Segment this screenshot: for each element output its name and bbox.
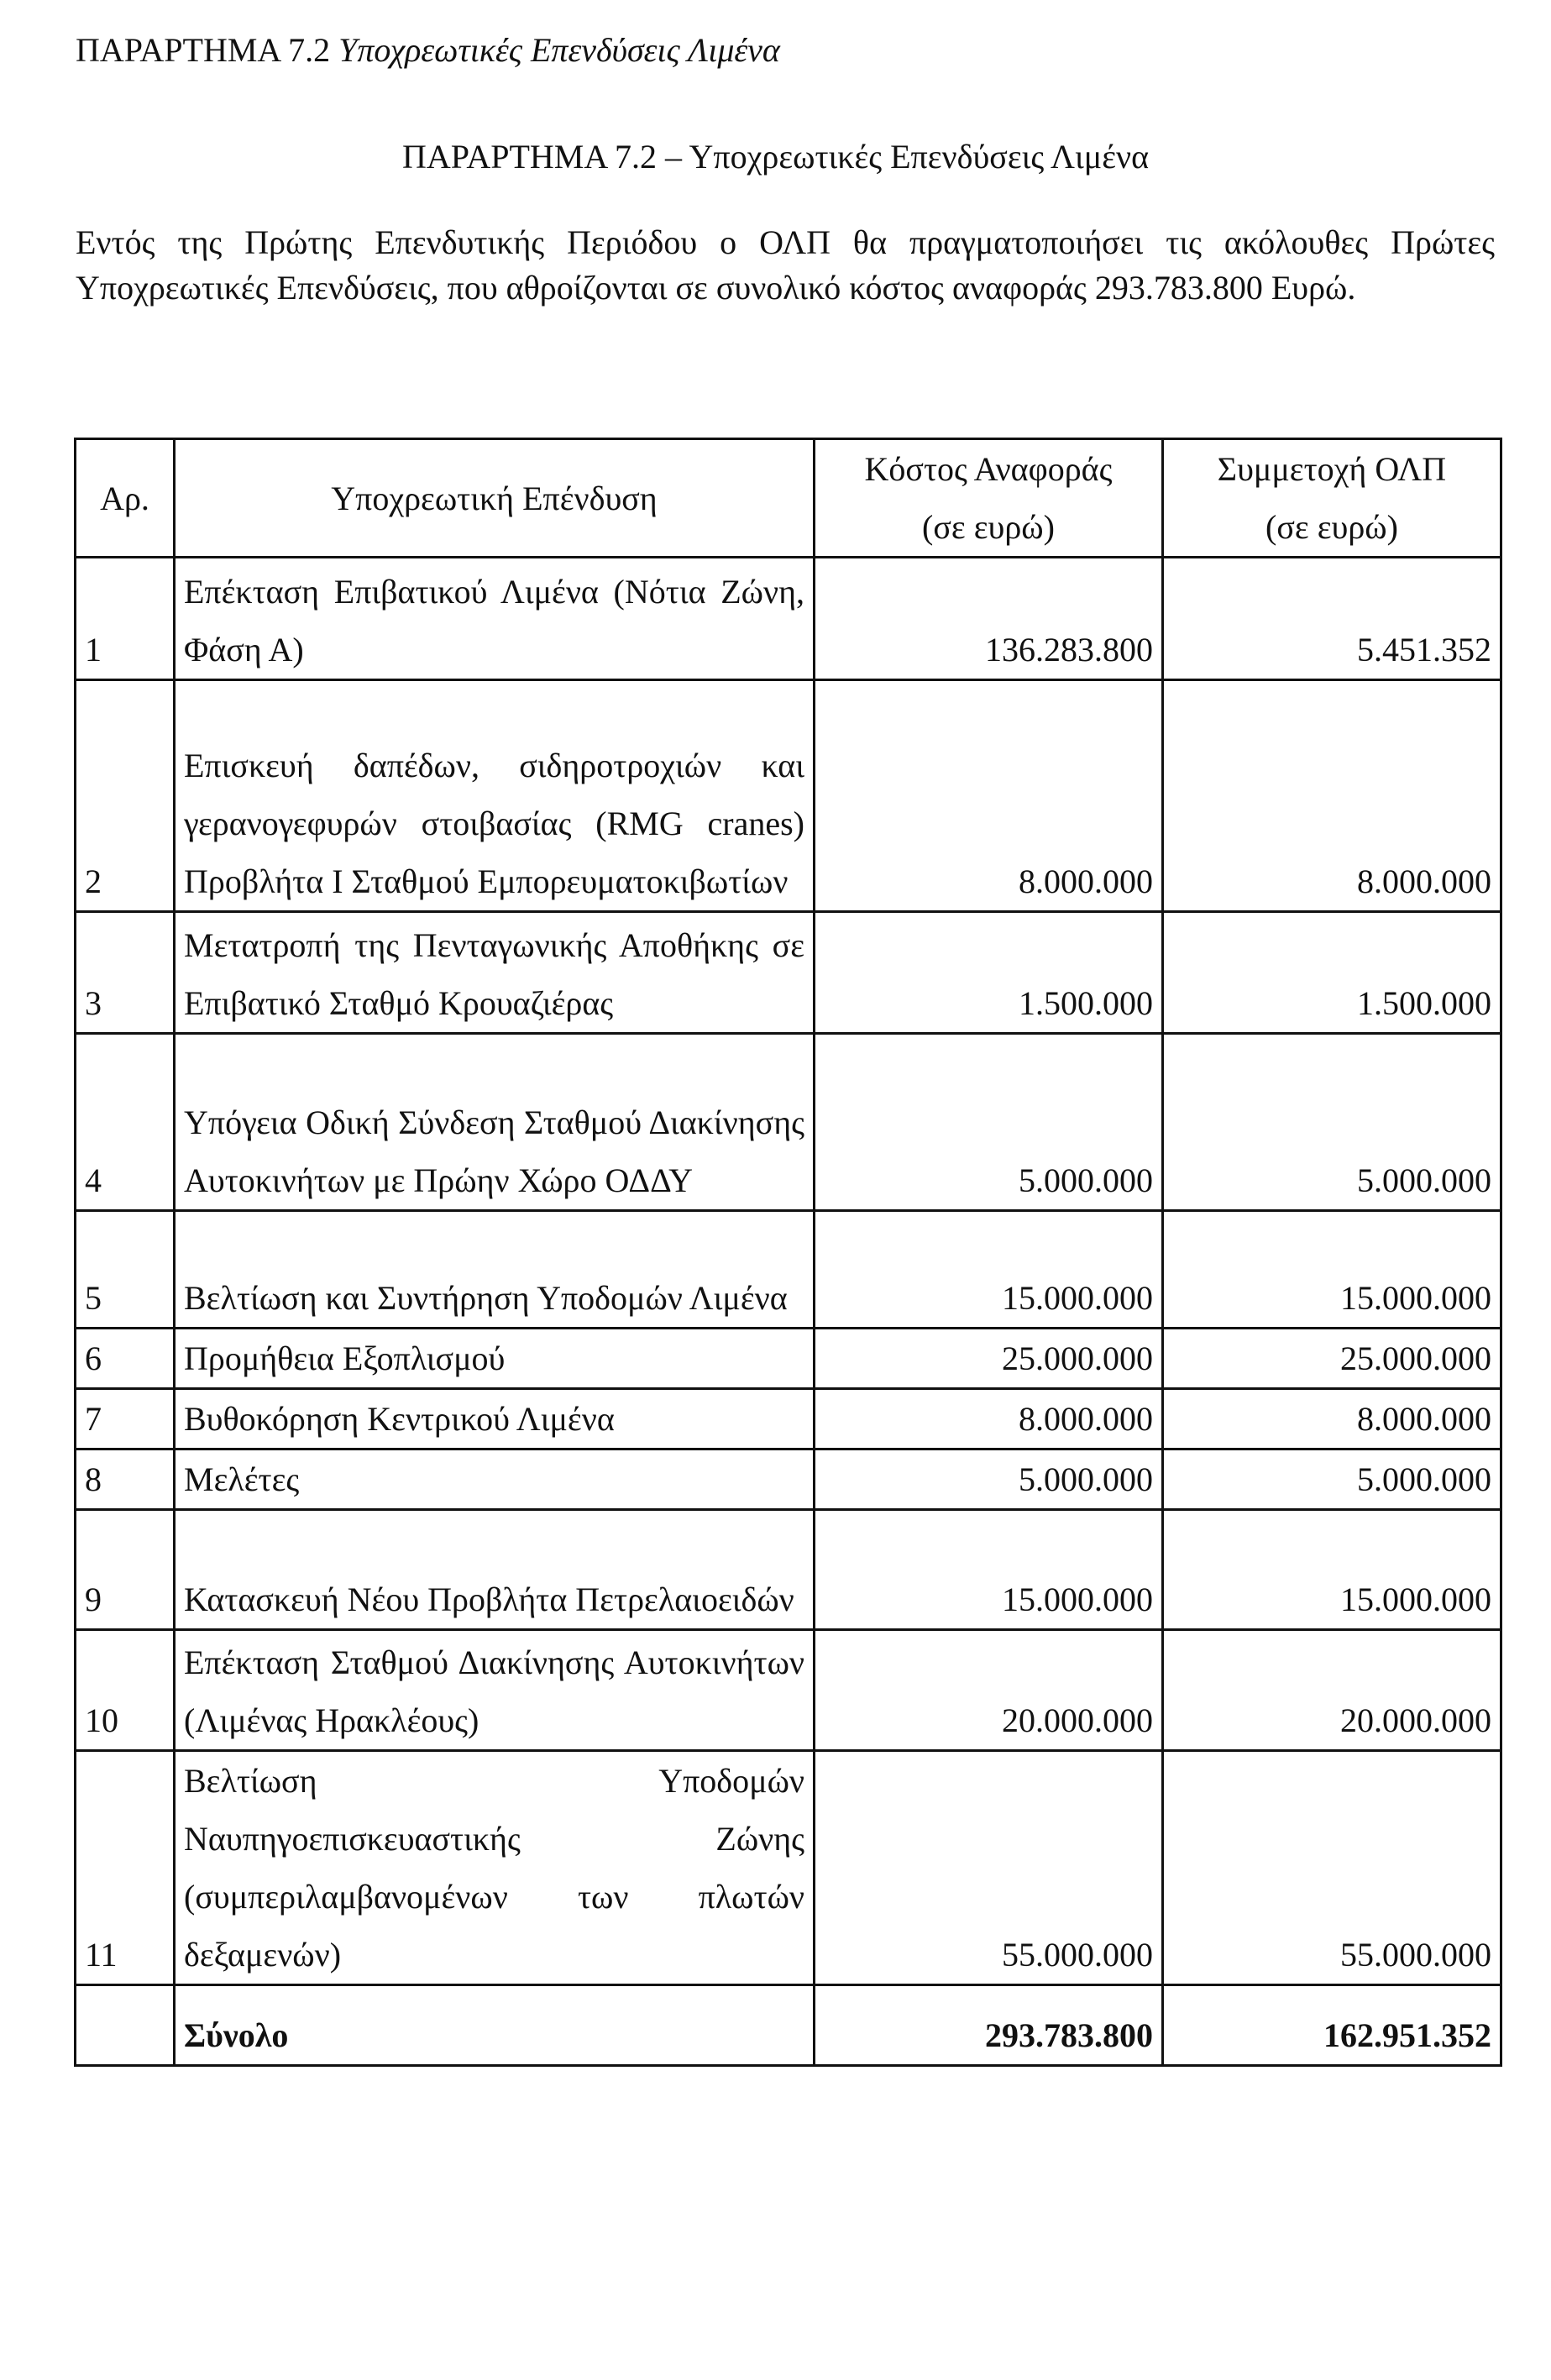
row-desc: Βυθοκόρηση Κεντρικού Λιμένα [175,1389,815,1449]
table-row [76,558,1501,680]
running-header-label: ΠΑΡΑΡΤΗΜΑ 7.2 [76,31,331,69]
row-share: 55.000.000 [1163,1751,1501,1985]
row-share: 5.000.000 [1163,1034,1501,1211]
header-share-line2: (σε ευρώ) [1265,508,1398,546]
row-desc: Μετατροπή της Πενταγωνικής Αποθήκης σε Επιβατικό Σταθμό Κρουαζιέρας [175,912,815,1034]
row-share: 1.500.000 [1163,912,1501,1034]
row-cost: 55.000.000 [815,1751,1163,1985]
row-share: 15.000.000 [1163,1510,1501,1630]
table-row [76,1449,1501,1510]
row-no: 1 [76,558,175,680]
total-share: 162.951.352 [1163,1985,1501,2066]
header-share [1163,439,1501,558]
header-cost [815,439,1163,558]
row-no: 8 [76,1449,175,1510]
table-row [76,1751,1501,1985]
intro-paragraph: Εντός της Πρώτης Επενδυτικής Περιόδου ο ΟΛΠ θα πραγματοποιήσει τις ακόλουθες Πρώτες Υποχρεωτικές Επενδύσεις, που αθροίζονται σε συνολικό κόστος αναφοράς 293.783.800 Ευρώ. [76,223,1495,307]
total-no [76,1985,175,2066]
page-title: ΠΑΡΑΡΤΗΜΑ 7.2 – Υποχρεωτικές Επενδύσεις Λιμένα [401,138,1150,176]
row-no: 6 [76,1329,175,1389]
row-cost: 25.000.000 [815,1329,1163,1389]
row-no: 11 [76,1751,175,1985]
row-desc: Μελέτες [175,1449,815,1510]
total-label: Σύνολο [175,1985,815,2066]
row-desc: Προμήθεια Εξοπλισμού [175,1329,815,1389]
row-cost: 8.000.000 [815,1389,1163,1449]
table-row [76,912,1501,1034]
running-header [76,30,780,71]
row-desc: Επέκταση Σταθμού Διακίνησης Αυτοκινήτων (Λιμένας Ηρακλέους) [175,1630,815,1751]
header-no: Αρ. [76,439,175,558]
row-share: 8.000.000 [1163,680,1501,912]
table-row [76,1034,1501,1211]
row-no: 2 [76,680,175,912]
row-no: 10 [76,1630,175,1751]
row-cost: 20.000.000 [815,1630,1163,1751]
row-no: 5 [76,1211,175,1329]
row-cost: 15.000.000 [815,1211,1163,1329]
row-no: 4 [76,1034,175,1211]
header-desc: Υποχρεωτική Επένδυση [175,439,815,558]
row-cost: 1.500.000 [815,912,1163,1034]
row-cost: 8.000.000 [815,680,1163,912]
row-share: 15.000.000 [1163,1211,1501,1329]
header-cost-line1: Κόστος Αναφοράς [864,450,1113,488]
table-row [76,1389,1501,1449]
row-cost: 5.000.000 [815,1449,1163,1510]
running-header-subtitle: Υποχρεωτικές Επενδύσεις Λιμένα [338,31,780,69]
row-desc: Βελτίωση και Συντήρηση Υποδομών Λιμένα [175,1211,815,1329]
row-share: 20.000.000 [1163,1630,1501,1751]
row-cost: 5.000.000 [815,1034,1163,1211]
row-share: 8.000.000 [1163,1389,1501,1449]
total-row [76,1985,1501,2066]
table-row [76,1329,1501,1389]
row-share: 5.451.352 [1163,558,1501,680]
row-share: 5.000.000 [1163,1449,1501,1510]
row-desc: Επέκταση Επιβατικού Λιμένα (Νότια Ζώνη, Φάση Α) [175,558,815,680]
total-cost: 293.783.800 [815,1985,1163,2066]
row-desc: Βελτίωση Υποδομών Ναυπηγοεπισκευαστικής Ζώνης (συμπεριλαμβανομένων των πλωτών δεξαμενών) [175,1751,815,1985]
header-cost-line2: (σε ευρώ) [922,508,1055,546]
table-row [76,1211,1501,1329]
row-no: 3 [76,912,175,1034]
table-row [76,680,1501,912]
row-cost: 15.000.000 [815,1510,1163,1630]
table-row [76,1510,1501,1630]
row-no: 9 [76,1510,175,1630]
investments-table [74,438,1502,2067]
row-cost: 136.283.800 [815,558,1163,680]
header-share-line1: Συμμετοχή ΟΛΠ [1217,450,1447,488]
table-row [76,1630,1501,1751]
row-desc: Επισκευή δαπέδων, σιδηροτροχιών και γερανογεφυρών στοιβασίας (RMG cranes) Προβλήτα Ι Σταθμού Εμπορευματοκιβωτίων [175,680,815,912]
row-no: 7 [76,1389,175,1449]
row-desc: Υπόγεια Οδική Σύνδεση Σταθμού Διακίνησης Αυτοκινήτων με Πρώην Χώρο ΟΔΔΥ [175,1034,815,1211]
table-header-row [76,439,1501,558]
row-desc: Κατασκευή Νέου Προβλήτα Πετρελαιοειδών [175,1510,815,1630]
row-share: 25.000.000 [1163,1329,1501,1389]
